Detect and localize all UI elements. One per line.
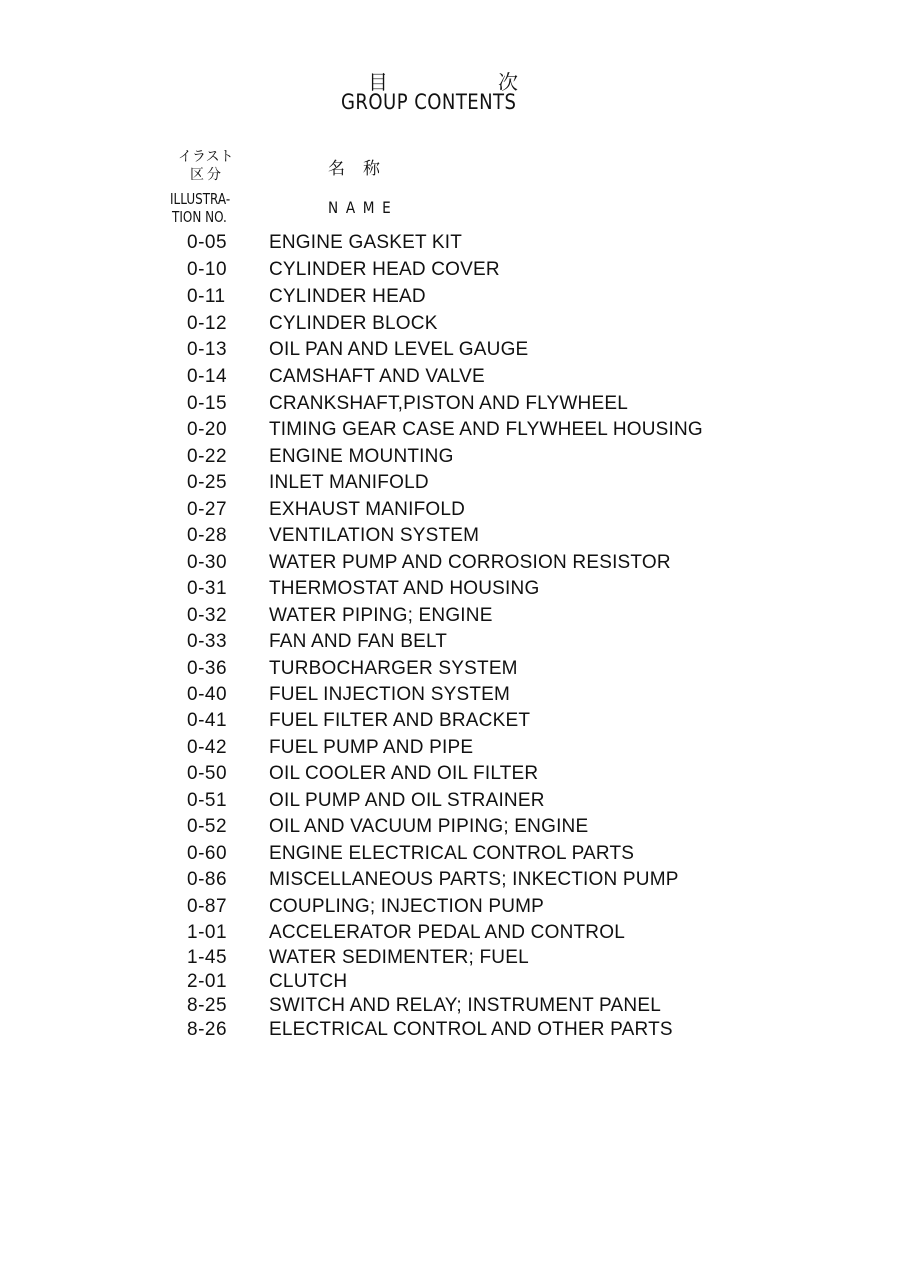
list-item [0,869,900,893]
group-name: FAN AND FAN BELT [269,631,448,652]
illustration-header-jp-line2: 区分 [190,167,224,183]
list-item [0,419,900,443]
illustration-number: 0-33 [187,631,228,652]
illustration-number: 0-12 [187,313,228,334]
illustration-number: 0-20 [187,419,228,440]
list-item [0,658,900,682]
list-item [0,631,900,655]
list-item [0,995,900,1019]
group-name: CYLINDER HEAD [269,286,426,307]
illustration-number: 0-42 [187,737,228,758]
group-name: CYLINDER HEAD COVER [269,259,500,280]
list-item [0,763,900,787]
illustration-number: 0-28 [187,525,228,546]
illustration-number: 0-50 [187,763,228,784]
group-name: WATER PUMP AND CORROSION RESISTOR [269,552,671,573]
list-item [0,286,900,310]
group-name: TURBOCHARGER SYSTEM [269,658,518,679]
illustration-number: 8-26 [187,1019,228,1040]
group-name: FUEL INJECTION SYSTEM [269,684,511,705]
illustration-number: 2-01 [187,971,228,992]
group-name: ACCELERATOR PEDAL AND CONTROL [269,922,625,943]
list-item [0,472,900,496]
group-name: OIL COOLER AND OIL FILTER [269,763,539,784]
group-name: WATER PIPING; ENGINE [269,605,493,626]
illustration-header-en-line1: ILLUSTRA- [170,190,231,208]
illustration-number: 1-01 [187,922,228,943]
group-name: THERMOSTAT AND HOUSING [269,578,540,599]
group-name: COUPLING; INJECTION PUMP [269,896,545,917]
group-name: CYLINDER BLOCK [269,313,438,334]
list-item [0,605,900,629]
name-header-jp: 名称 [328,159,398,179]
page-title: GROUP CONTENTS [341,90,517,114]
group-name: WATER SEDIMENTER; FUEL [269,947,529,968]
list-item [0,525,900,549]
illustration-number: 0-14 [187,366,228,387]
list-item [0,446,900,470]
group-name: OIL AND VACUUM PIPING; ENGINE [269,816,589,837]
illustration-number: 0-31 [187,578,228,599]
group-name: OIL PUMP AND OIL STRAINER [269,790,545,811]
list-item [0,737,900,761]
list-item [0,393,900,417]
group-name: INLET MANIFOLD [269,472,429,493]
group-name: VENTILATION SYSTEM [269,525,480,546]
illustration-number: 0-32 [187,605,228,626]
group-name: MISCELLANEOUS PARTS; INKECTION PUMP [269,869,679,890]
illustration-number: 0-30 [187,552,228,573]
group-name: ENGINE MOUNTING [269,446,454,467]
group-name: FUEL FILTER AND BRACKET [269,710,531,731]
title-jp-right: 次 [498,70,518,94]
group-name: EXHAUST MANIFOLD [269,499,466,520]
group-name: CRANKSHAFT,PISTON AND FLYWHEEL [269,393,628,414]
group-name: CAMSHAFT AND VALVE [269,366,485,387]
list-item [0,843,900,867]
illustration-number: 0-51 [187,790,228,811]
illustration-number: 0-10 [187,259,228,280]
list-item [0,1019,900,1043]
title-jp-left: 目 [368,70,388,94]
illustration-number: 0-15 [187,393,228,414]
illustration-number: 0-36 [187,658,228,679]
illustration-header-en-line2: TION NO. [172,208,227,226]
illustration-number: 0-52 [187,816,228,837]
illustration-number: 0-05 [187,232,228,253]
list-item [0,499,900,523]
group-name: TIMING GEAR CASE AND FLYWHEEL HOUSING [269,419,703,440]
illustration-header-jp-line1: イラスト [178,149,234,165]
illustration-number: 0-11 [187,286,226,307]
list-item [0,578,900,602]
list-item [0,232,900,256]
illustration-number: 0-27 [187,499,228,520]
illustration-number: 0-22 [187,446,228,467]
list-item [0,922,900,946]
illustration-number: 0-40 [187,684,228,705]
illustration-number: 8-25 [187,995,228,1016]
illustration-number: 0-25 [187,472,228,493]
list-item [0,313,900,337]
illustration-number: 0-41 [187,710,228,731]
list-item [0,971,900,995]
group-name: CLUTCH [269,971,348,992]
group-name: ENGINE ELECTRICAL CONTROL PARTS [269,843,635,864]
illustration-number: 1-45 [187,947,228,968]
group-name: OIL PAN AND LEVEL GAUGE [269,339,529,360]
group-name: FUEL PUMP AND PIPE [269,737,474,758]
name-header-en: NAME [328,198,399,217]
list-item [0,710,900,734]
list-item [0,816,900,840]
group-name: SWITCH AND RELAY; INSTRUMENT PANEL [269,995,661,1016]
list-item [0,684,900,708]
list-item [0,259,900,283]
group-name: ELECTRICAL CONTROL AND OTHER PARTS [269,1019,673,1040]
list-item [0,552,900,576]
illustration-number: 0-13 [187,339,228,360]
list-item [0,947,900,971]
list-item [0,896,900,920]
list-item [0,790,900,814]
list-item [0,366,900,390]
illustration-number: 0-86 [187,869,228,890]
illustration-number: 0-87 [187,896,228,917]
illustration-number: 0-60 [187,843,228,864]
list-item [0,339,900,363]
group-name: ENGINE GASKET KIT [269,232,463,253]
